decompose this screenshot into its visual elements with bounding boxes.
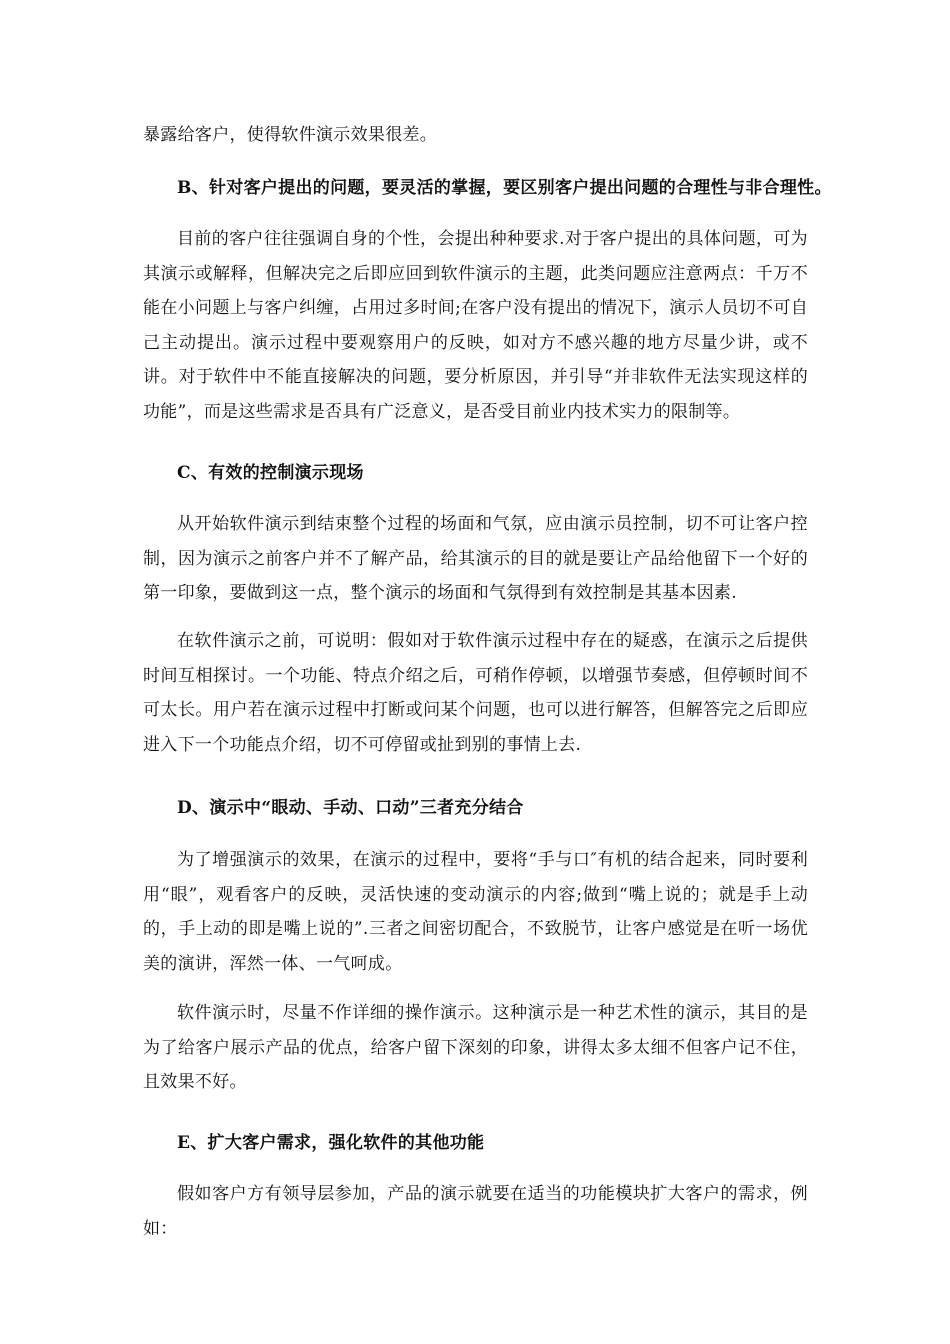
paragraph-continuation: 暴露给客户，使得软件演示效果很差。 — [143, 125, 438, 145]
paragraph-c-2: 在软件演示之前，可说明：假如对于软件演示过程中存在的疑惑，在演示之后提供时间互相探讨。一个功能、特点介绍之后，可稍作停顿，以增强节奏感，但停顿时间不可太长。用户若在演示过程中打断或问某个问题，也可以进行解答，但解答完之后即应进入下一个功能点介绍，切不可停留或扯到别的事情上去. — [143, 631, 808, 755]
section-heading-c: C、有效的控制演示现场 — [177, 463, 364, 483]
paragraph-b-1: 目前的客户往往强调自身的个性，会提出种种要求.对于客户提出的具体问题，可为其演示或解释，但解决完之后即应回到软件演示的主题，此类问题应注意两点：千万不能在小问题上与客户纠缠，占用过多时间;在客户没有提出的情况下，演示人员切不可自己主动提出。演示过程中要观察用户的反映，如对方不感兴趣的地方尽量少讲，或不讲。对于软件中不能直接解决的问题，要分析原因，并引导“并非软件无法实现这样的功能”，而是这些需求是否具有广泛意义，是否受目前业内技术实力的限制等。 — [143, 229, 808, 422]
paragraph-c-1: 从开始软件演示到结束整个过程的场面和气氛，应由演示员控制，切不可让客户控制，因为演示之前客户并不了解产品，给其演示的目的就是要让产品给他留下一个好的第一印象，要做到这一点，整个演示的场面和气氛得到有效控制是其基本因素. — [143, 514, 808, 603]
section-heading-e: E、扩大客户需求，强化软件的其他功能 — [177, 1133, 485, 1153]
section-heading-b: B、针对客户提出的问题，要灵活的掌握，要区别客户提出问题的合理性与非合理性。 — [177, 178, 832, 198]
section-heading-d: D、演示中“眼动、手动、口动”三者充分结合 — [177, 798, 524, 818]
paragraph-e-1: 假如客户方有领导层参加，产品的演示就要在适当的功能模块扩大客户的需求，例如： — [143, 1184, 808, 1239]
paragraph-d-1: 为了增强演示的效果，在演示的过程中，要将“手与口″有机的结合起来，同时要利用“眼”，观看客户的反映，灵活快速的变动演示的内容;做到“嘴上说的；就是手上动的，手上动的即是嘴上说的”.三者之间密切配合，不致脱节，让客户感觉是在听一场优美的演讲，浑然一体、一气呵成。 — [143, 850, 808, 974]
paragraph-d-2: 软件演示时，尽量不作详细的操作演示。这种演示是一种艺术性的演示，其目的是为了给客户展示产品的优点，给客户留下深刻的印象，讲得太多太细不但客户记不住，且效果不好。 — [143, 1003, 808, 1092]
